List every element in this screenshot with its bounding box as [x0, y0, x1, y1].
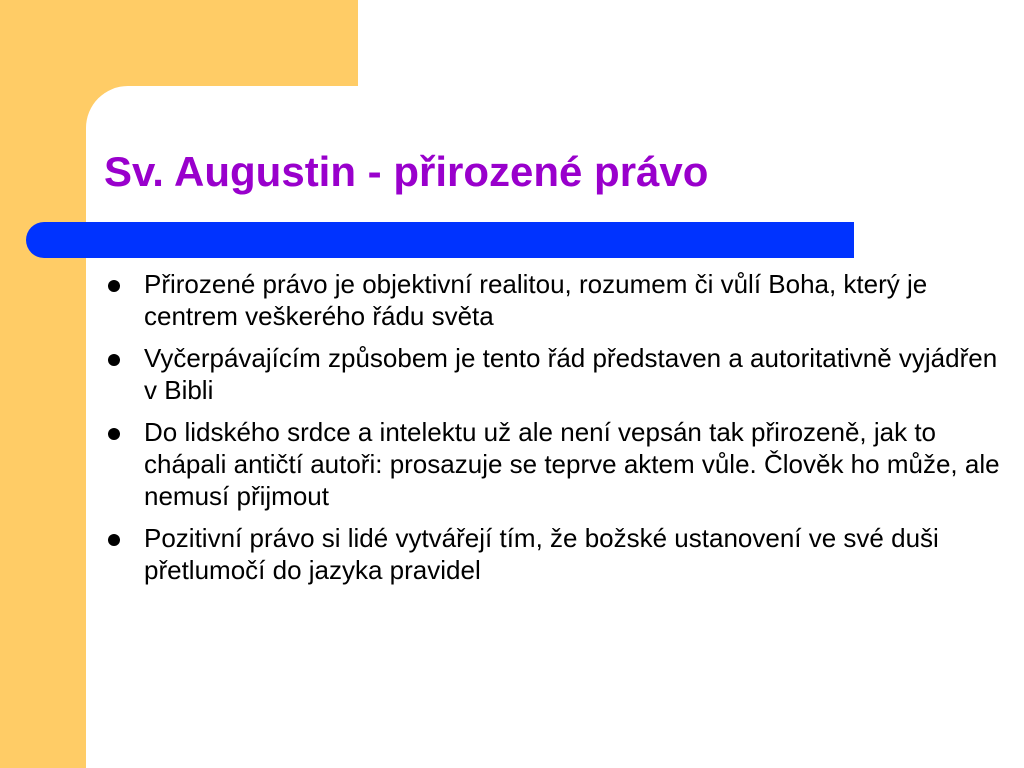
bullet-text: Pozitivní právo si lidé vytvářejí tím, že božské ustanovení ve své duši přetlumočí do jazyka pravidel	[144, 523, 939, 585]
bullet-item	[104, 416, 1004, 512]
bullet-dot-icon	[108, 354, 120, 366]
bullet-item	[104, 522, 1004, 586]
bullet-item	[104, 342, 1004, 406]
bullet-dot-icon	[108, 534, 120, 546]
bullet-dot-icon	[108, 428, 120, 440]
bullet-text: Vyčerpávajícím způsobem je tento řád představen a autoritativně vyjádřen v Bibli	[144, 343, 998, 405]
title-underline-bar	[26, 222, 854, 258]
bullet-text: Přirozené právo je objektivní realitou, rozumem či vůlí Boha, který je centrem veškerého řádu světa	[144, 269, 928, 331]
bullet-list	[104, 268, 1004, 596]
bullet-text: Do lidského srdce a intelektu už ale není vepsán tak přirozeně, jak to chápali antičtí autoři: prosazuje se teprve aktem vůle. Člověk ho může, ale nemusí přijmout	[144, 417, 1000, 511]
bullet-dot-icon	[108, 280, 120, 292]
bullet-item	[104, 268, 1004, 332]
slide-title: Sv. Augustin - přirozené právo	[104, 148, 709, 195]
